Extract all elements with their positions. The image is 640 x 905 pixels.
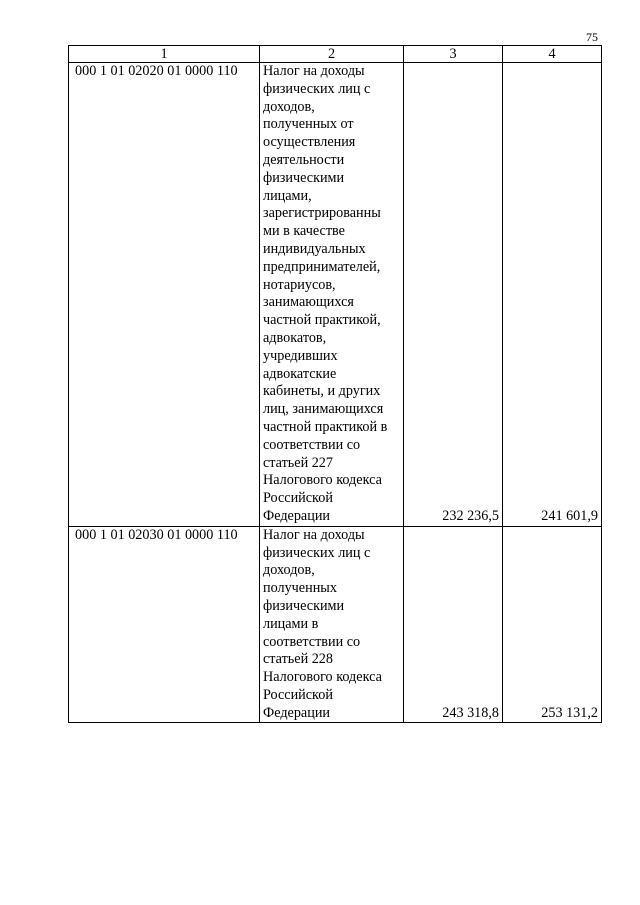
income-name-line: деятельности [263,151,345,168]
income-name-line: частной практикой в [263,418,388,435]
budget-code-cell: 000 1 01 02030 01 0000 110 [69,526,260,723]
income-name-line: Российской [263,490,333,507]
budget-code-cell: 000 1 01 02020 01 0000 110 [69,63,260,527]
income-name-line: кабинеты, и других [263,383,381,400]
income-name-line: Российской [263,686,333,703]
income-name-line: физическими [263,597,345,614]
income-name-line: физических лиц с [263,544,371,561]
amount-col-4-cell: 241 601,9 [503,63,602,527]
income-name-line: частной практикой, [263,312,381,329]
header-cell-4: 4 [503,46,602,63]
income-name-line: доходов, [263,98,315,115]
income-name-line: соответствии со [263,436,361,453]
income-name-line: индивидуальных [263,240,366,257]
header-cell-2: 2 [260,46,404,63]
income-name-line: доходов, [263,562,315,579]
table-row [69,63,602,527]
income-name-line: полученных [263,580,337,597]
budget-table [68,45,602,723]
income-name-line: физических лиц с [263,80,371,97]
income-name-line: предпринимателей, [263,258,381,275]
income-name-line: осуществления [263,134,356,151]
table-header-row [69,46,602,63]
income-name-line: адвокатов, [263,329,327,346]
header-cell-3: 3 [404,46,503,63]
income-name-line: Федерации [263,507,331,524]
income-name-cell [260,63,404,527]
header-cell-1: 1 [69,46,260,63]
amount-col-4-cell: 253 131,2 [503,526,602,723]
income-name-line: Налогового кодекса [263,669,382,686]
income-name-line: Налог на доходы [263,63,365,79]
income-name-line: Налогового кодекса [263,472,382,489]
amount-col-3-cell: 243 318,8 [404,526,503,723]
income-name-line: статьей 227 [263,454,333,471]
table-row [69,526,602,723]
income-name-line: полученных от [263,116,354,133]
income-name-line: адвокатские [263,365,337,382]
income-name-line: учредивших [263,347,338,364]
income-name-line: зарегистрированны [263,205,381,222]
income-name-line: лицами, [263,187,312,204]
income-name-line: лицами в [263,615,319,632]
page-number: 75 [586,30,598,44]
income-name-line: статьей 228 [263,651,333,668]
income-name-line: физическими [263,169,345,186]
income-name-line: занимающихся [263,294,354,311]
income-name-cell [260,526,404,723]
income-name-line: Федерации [263,704,331,721]
amount-col-3-cell: 232 236,5 [404,63,503,527]
income-name-line: соответствии со [263,633,361,650]
income-name-line: нотариусов, [263,276,336,293]
income-name-line: лиц, занимающихся [263,401,384,418]
income-name-line: Налог на доходы [263,526,365,543]
income-name-line: ми в качестве [263,223,345,240]
